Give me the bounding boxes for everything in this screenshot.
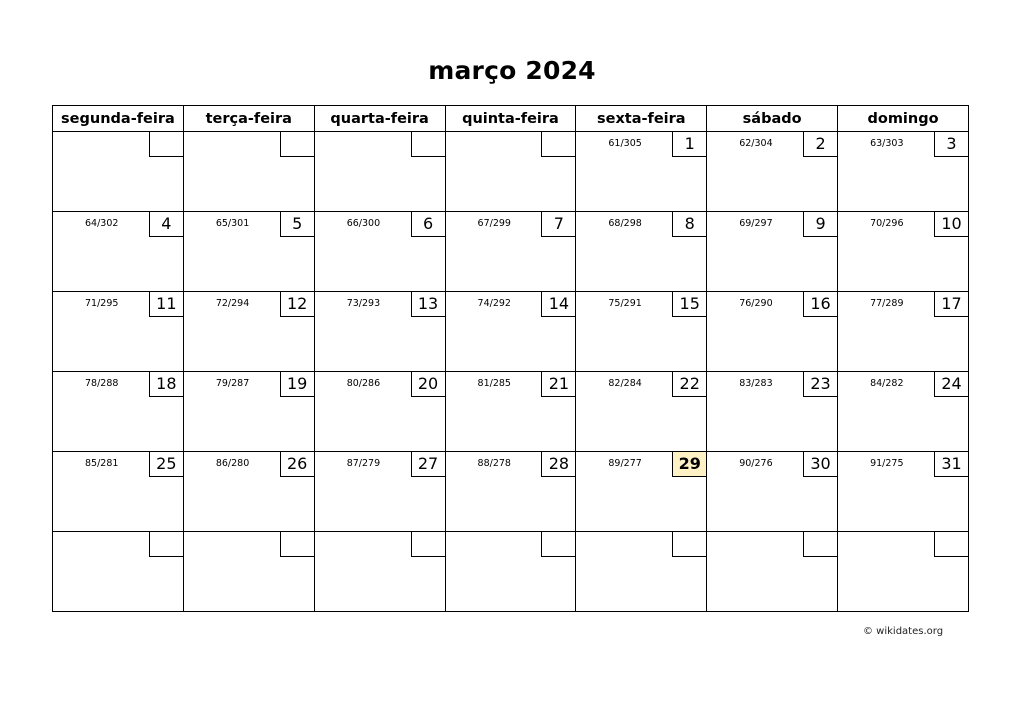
weekday-header: domingo: [838, 106, 969, 132]
day-cell: [183, 532, 314, 612]
day-cell: [53, 532, 184, 612]
day-cell: [707, 452, 838, 532]
day-cell: [576, 212, 707, 292]
day-cell-inner: [315, 372, 445, 451]
day-cell-inner: [446, 292, 576, 371]
day-cell-inner: [184, 132, 314, 211]
day-cell-inner: [446, 372, 576, 451]
day-cell-inner: [576, 372, 706, 451]
day-of-year: 86/280: [215, 458, 250, 469]
day-cell: [314, 212, 445, 292]
week-row: [53, 372, 969, 452]
day-cell-inner: [446, 132, 576, 211]
week-row: [53, 532, 969, 612]
day-of-year: 72/294: [215, 298, 250, 309]
day-cell: [707, 372, 838, 452]
day-cell-inner: [838, 132, 968, 211]
day-cell: [314, 452, 445, 532]
day-cell-inner: [707, 212, 837, 291]
day-cell: [838, 292, 969, 372]
day-cell-inner: [53, 292, 183, 371]
day-cell: [707, 132, 838, 212]
day-cell-inner: [576, 452, 706, 531]
day-cell: [707, 532, 838, 612]
day-cell-inner: [707, 452, 837, 531]
day-number: 15: [672, 292, 706, 317]
day-of-year: 61/305: [608, 138, 642, 149]
day-cell: [707, 212, 838, 292]
day-cell-inner: [576, 532, 706, 611]
day-cell: [314, 132, 445, 212]
day-cell-inner: [576, 292, 706, 371]
day-cell-inner: [184, 292, 314, 371]
day-number: 23: [803, 372, 837, 397]
day-cell: [445, 212, 576, 292]
day-cell: [183, 132, 314, 212]
day-of-year: 76/290: [739, 298, 773, 309]
day-cell-inner: [53, 452, 183, 531]
day-cell-inner: [53, 132, 183, 211]
day-number: [280, 532, 314, 557]
week-row: [53, 292, 969, 372]
weekday-header: segunda-feira: [53, 106, 184, 132]
day-of-year: 69/297: [739, 218, 773, 229]
day-of-year: 80/286: [346, 378, 381, 389]
day-cell-inner: [707, 132, 837, 211]
day-of-year: 74/292: [477, 298, 511, 309]
day-number: 25: [149, 452, 183, 477]
day-number: 26: [280, 452, 314, 477]
day-number: [149, 132, 183, 157]
day-of-year: 90/276: [739, 458, 773, 469]
day-number: 28: [541, 452, 575, 477]
day-cell: [576, 532, 707, 612]
day-cell: [445, 132, 576, 212]
day-of-year: 88/278: [477, 458, 511, 469]
weekday-header: terça-feira: [183, 106, 314, 132]
day-cell-inner: [184, 532, 314, 611]
day-of-year: 89/277: [608, 458, 642, 469]
day-number: 19: [280, 372, 314, 397]
day-cell: [183, 452, 314, 532]
day-number: 7: [541, 212, 575, 237]
day-number: [411, 532, 445, 557]
day-of-year: 84/282: [870, 378, 904, 389]
day-cell: [53, 212, 184, 292]
day-cell: [576, 452, 707, 532]
day-of-year: 70/296: [870, 218, 904, 229]
day-cell-inner: [53, 532, 183, 611]
weekday-header: sábado: [707, 106, 838, 132]
day-number: 14: [541, 292, 575, 317]
day-of-year: 75/291: [608, 298, 642, 309]
day-cell-inner: [707, 372, 837, 451]
day-cell: [445, 452, 576, 532]
day-of-year: 85/281: [85, 458, 119, 469]
weekday-header-row: [53, 106, 969, 132]
day-cell: [838, 372, 969, 452]
day-of-year: 79/287: [215, 378, 250, 389]
day-cell-inner: [576, 132, 706, 211]
day-number: [541, 132, 575, 157]
weekday-header: quarta-feira: [314, 106, 445, 132]
day-number: 13: [411, 292, 445, 317]
day-of-year: 81/285: [477, 378, 511, 389]
day-cell: [314, 372, 445, 452]
day-of-year: 82/284: [608, 378, 642, 389]
day-number: 18: [149, 372, 183, 397]
day-of-year: 64/302: [85, 218, 119, 229]
day-number: 31: [934, 452, 968, 477]
day-number: 12: [280, 292, 314, 317]
day-cell: [314, 532, 445, 612]
day-cell: [445, 372, 576, 452]
day-cell: [53, 292, 184, 372]
day-number: [934, 532, 968, 557]
day-number: 1: [672, 132, 706, 157]
day-number: [541, 532, 575, 557]
week-row: [53, 132, 969, 212]
day-cell-inner: [838, 292, 968, 371]
day-cell-inner: [184, 452, 314, 531]
day-of-year: 63/303: [870, 138, 904, 149]
day-cell-inner: [184, 212, 314, 291]
day-number: 9: [803, 212, 837, 237]
day-cell: [445, 292, 576, 372]
day-cell: [707, 292, 838, 372]
day-cell-inner: [446, 212, 576, 291]
day-cell: [183, 372, 314, 452]
day-cell-inner: [53, 212, 183, 291]
day-cell-inner: [315, 452, 445, 531]
day-number: [803, 532, 837, 557]
day-number: 24: [934, 372, 968, 397]
day-cell: [838, 452, 969, 532]
day-cell-inner: [838, 532, 968, 611]
day-cell: [183, 212, 314, 292]
day-of-year: 62/304: [739, 138, 773, 149]
day-number: 20: [411, 372, 445, 397]
day-cell: [314, 292, 445, 372]
day-cell-inner: [838, 452, 968, 531]
weekday-header: sexta-feira: [576, 106, 707, 132]
day-cell-inner: [707, 292, 837, 371]
day-cell-inner: [315, 212, 445, 291]
day-cell: [576, 372, 707, 452]
calendar-title: março 2024: [428, 56, 596, 85]
day-cell: [838, 532, 969, 612]
day-number: 3: [934, 132, 968, 157]
day-cell-inner: [53, 372, 183, 451]
day-cell: [53, 132, 184, 212]
day-cell-inner: [707, 532, 837, 611]
calendar-body: [53, 132, 969, 612]
day-cell-inner: [446, 532, 576, 611]
day-number: 30: [803, 452, 837, 477]
day-cell-inner: [446, 452, 576, 531]
day-cell: [53, 452, 184, 532]
week-row: [53, 452, 969, 532]
day-number: 16: [803, 292, 837, 317]
day-number: 2: [803, 132, 837, 157]
day-cell: [445, 532, 576, 612]
day-cell: [838, 132, 969, 212]
day-number: 21: [541, 372, 575, 397]
day-number: [411, 132, 445, 157]
weekday-header: quinta-feira: [445, 106, 576, 132]
day-of-year: 68/298: [608, 218, 642, 229]
day-cell-inner: [315, 532, 445, 611]
day-number: 4: [149, 212, 183, 237]
day-number: [280, 132, 314, 157]
day-of-year: 67/299: [477, 218, 511, 229]
day-cell-inner: [576, 212, 706, 291]
day-cell: [838, 212, 969, 292]
day-cell: [183, 292, 314, 372]
week-row: [53, 212, 969, 292]
day-cell-inner: [184, 372, 314, 451]
day-number: [672, 532, 706, 557]
day-cell: [576, 132, 707, 212]
day-of-year: 66/300: [346, 218, 381, 229]
day-of-year: 65/301: [215, 218, 250, 229]
day-number: 17: [934, 292, 968, 317]
day-cell-inner: [315, 292, 445, 371]
day-of-year: 73/293: [346, 298, 381, 309]
day-cell: [53, 372, 184, 452]
day-of-year: 78/288: [85, 378, 119, 389]
day-number: 5: [280, 212, 314, 237]
day-cell-inner: [315, 132, 445, 211]
day-number: 8: [672, 212, 706, 237]
day-of-year: 91/275: [870, 458, 904, 469]
day-cell: [576, 292, 707, 372]
day-number: 22: [672, 372, 706, 397]
day-number: 11: [149, 292, 183, 317]
day-of-year: 77/289: [870, 298, 904, 309]
day-of-year: 83/283: [739, 378, 773, 389]
copyright-footer: © wikidates.org: [863, 626, 944, 637]
day-number: 6: [411, 212, 445, 237]
day-of-year: 87/279: [346, 458, 381, 469]
day-number: 27: [411, 452, 445, 477]
month-calendar: [52, 105, 969, 612]
day-number: 10: [934, 212, 968, 237]
day-number-highlighted: 29: [672, 452, 706, 477]
day-of-year: 71/295: [85, 298, 119, 309]
day-cell-inner: [838, 372, 968, 451]
day-cell-inner: [838, 212, 968, 291]
day-number: [149, 532, 183, 557]
